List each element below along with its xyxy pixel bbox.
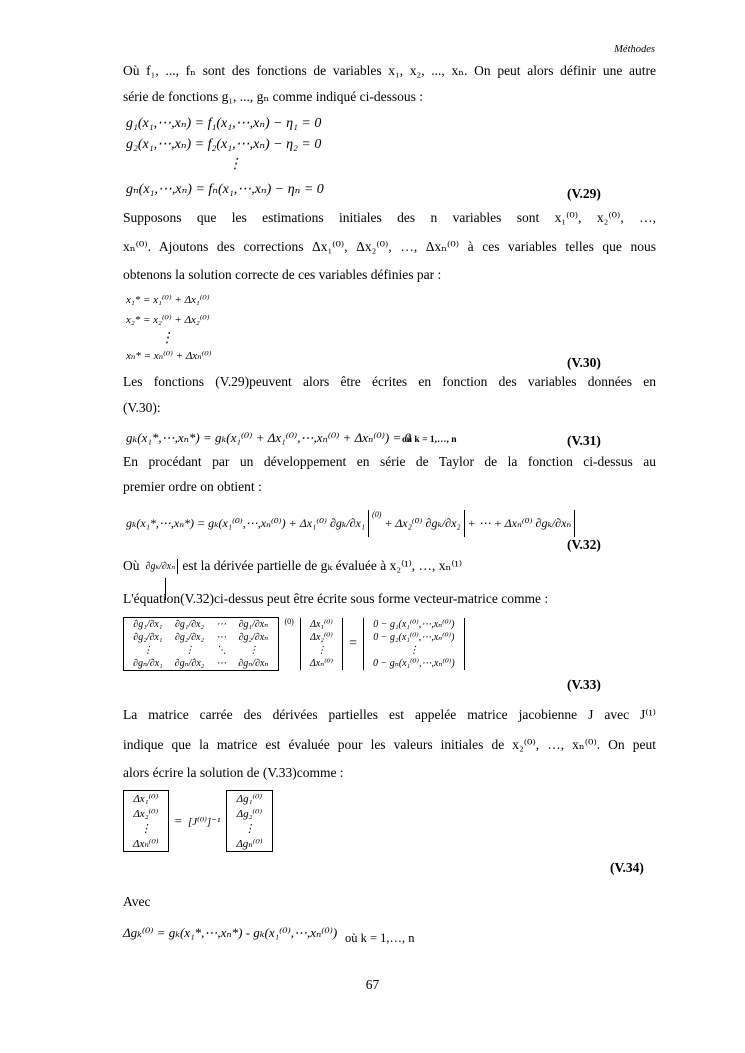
matrix-row: [127, 657, 275, 670]
matrix-row: [367, 631, 461, 644]
rhs-vector: [363, 618, 465, 670]
equation-condition: où k = 1,…, n: [402, 435, 457, 445]
delta-g-vector: [226, 790, 272, 852]
paragraph-line: Supposons que les estimations initiales des n variables sont x₁⁽⁰⁾, x₂⁽⁰⁾, …,: [123, 210, 656, 225]
paragraph-line: [123, 558, 462, 574]
jacobian-cell: ∂g₁/∂x₁: [133, 619, 163, 630]
vector-cell: ⋮: [140, 823, 152, 835]
delta-x-vector: [300, 618, 343, 670]
equation-row: g₂(x₁,⋯,xₙ) = f₂(x₁,⋯,xₙ) − η₂ = 0: [126, 137, 322, 152]
jacobian-cell: ∂g₂/∂xₙ: [238, 632, 269, 643]
evaluation-sup: (0): [372, 510, 382, 519]
equation-row: g₁(x₁,⋯,xₙ) = f₁(x₁,⋯,xₙ) − η₁ = 0: [126, 116, 322, 131]
paragraph-line: (V.30):: [123, 400, 161, 415]
vector-cell: Δx₁⁽⁰⁾: [310, 619, 333, 630]
matrix-equation: ∂g₁/∂x₁ ∂g₁/∂x₂ ⋯ ∂g₁/∂xₙ ∂g₂/∂x₁ ∂g₂/∂x₂ ⋯ ∂g₂/∂xₙ ⋮ ⋮ ⋱ ⋮ ∂gₙ/∂x₁ ∂gₙ/∂x₂ ⋯ ∂gₙ/∂xₙ (0) Δx₁⁽⁰⁾ Δx₂⁽⁰⁾ ⋮ Δxₙ⁽⁰⁾ = 0 − g₁(x₁⁽⁰⁾,⋯,xₙ⁽⁰⁾) 0 − g₂(x₁⁽⁰⁾,⋯,xₙ⁽⁰⁾) ⋮ 0 − gₙ(x₁⁽⁰⁾,⋯,xₙ⁽⁰⁾): [123, 617, 465, 671]
equation-label: (V.30): [567, 355, 601, 370]
equation-label: (V.29): [567, 186, 601, 201]
partial-fraction: ∂gₖ/∂xₙ: [536, 510, 576, 537]
running-header: Méthodes: [614, 44, 655, 55]
paragraph-line: L'équation(V.32)ci-dessus peut être écrite sous forme vecteur-matrice comme :: [123, 591, 549, 606]
matrix-row: [127, 836, 165, 851]
matrix-row: [127, 618, 275, 631]
page-number: 67: [365, 977, 380, 992]
paragraph-line: série de fonctions g₁, ..., gₙ comme indiqué ci-dessous :: [123, 89, 423, 104]
vector-cell: 0 − gₙ(x₁⁽⁰⁾,⋯,xₙ⁽⁰⁾): [373, 658, 455, 669]
matrix-row: [304, 618, 339, 631]
vector-cell: 0 − g₁(x₁⁽⁰⁾,⋯,xₙ⁽⁰⁾): [373, 619, 455, 630]
matrix-row: [367, 618, 461, 631]
matrix-row: [304, 657, 339, 670]
jacobian-cell: ∂gₙ/∂x₁: [133, 658, 163, 669]
equation-row: gₙ(x₁,⋯,xₙ) = fₙ(x₁,⋯,xₙ) − ηₙ = 0: [126, 182, 324, 197]
equation-label: (V.32): [567, 537, 601, 552]
jacobian-cell: ⋱: [216, 645, 227, 656]
partial-fraction: ∂gₖ/∂x₁: [330, 510, 369, 537]
paragraph-line: obtenons la solution correcte de ces variables définies par :: [123, 267, 442, 282]
paragraph-line: Où f₁, ..., fₙ sont des fonctions de variables x₁, x₂, ..., xₙ. On peut alors définir une autre: [123, 63, 656, 78]
vector-cell: Δg₁⁽⁰⁾: [236, 793, 263, 805]
vector-cell: Δx₁⁽⁰⁾: [133, 793, 159, 805]
equation-taylor: [126, 510, 575, 537]
jacobian-cell: ⋮: [142, 645, 153, 656]
paragraph-line: Les fonctions (V.29)peuvent alors être écrites en fonction des variables données en: [123, 374, 656, 389]
jacobian-matrix: [123, 617, 279, 671]
paragraph-line: alors écrire la solution de (V.33)comme :: [123, 765, 344, 780]
equation-label: (V.34): [610, 860, 644, 875]
matrix-row: [367, 644, 461, 657]
vertical-ellipsis: ⋮: [160, 331, 174, 346]
vector-cell: Δxₙ⁽⁰⁾: [309, 658, 334, 669]
matrix-row: [230, 791, 268, 806]
partial-fraction: ∂gₖ/∂xₙ: [144, 559, 179, 574]
jacobian-cell: ∂gₙ/∂x₂: [174, 658, 205, 669]
equation-row: xₙ* = xₙ⁽⁰⁾ + Δxₙ⁽⁰⁾: [126, 350, 212, 362]
vector-cell: Δx₂⁽⁰⁾: [133, 808, 159, 820]
matrix-row: [230, 821, 268, 836]
vector-cell: 0 − g₂(x₁⁽⁰⁾,⋯,xₙ⁽⁰⁾): [373, 632, 455, 643]
paragraph-line: indique que la matrice est évaluée pour les valeurs initiales de x₂⁽⁰⁾, …, xₙ⁽⁰⁾. On peut: [123, 737, 656, 752]
equation-expression: gₖ(x₁*,⋯,xₙ*) = gₖ(x₁⁽⁰⁾ + Δx₁⁽⁰⁾,⋯,xₙ⁽⁰⁾ + Δxₙ⁽⁰⁾) = 0: [126, 430, 412, 445]
taylor-lhs: gₖ(x₁*,⋯,xₙ*) = gₖ(x₁⁽⁰⁾,⋯,xₙ⁽⁰⁾) + Δx₁⁽⁰⁾: [126, 516, 327, 530]
matrix-row: [230, 806, 268, 821]
equation-row: x₁* = x₁⁽⁰⁾ + Δx₁⁽⁰⁾: [126, 294, 210, 306]
matrix-row: [127, 821, 165, 836]
solution-equation: Δx₁⁽⁰⁾ Δx₂⁽⁰⁾ ⋮ Δxₙ⁽⁰⁾ = [J⁽⁰⁾]⁻¹ Δg₁⁽⁰⁾ Δg₂⁽⁰⁾ ⋮ Δgₙ⁽⁰⁾: [123, 790, 273, 852]
jacobian-cell: ⋮: [248, 645, 259, 656]
paragraph-prefix: Où: [123, 558, 140, 573]
matrix-row: [127, 644, 275, 657]
jacobian-cell: ⋯: [216, 632, 227, 643]
vertical-ellipsis: ⋮: [228, 157, 242, 172]
equation-label: (V.33): [567, 677, 601, 692]
jacobian-cell: ⋯: [216, 658, 227, 669]
equation-row: x₂* = x₂⁽⁰⁾ + Δx₂⁽⁰⁾: [126, 314, 210, 326]
matrix-row: [367, 657, 461, 670]
matrix-row: [230, 836, 268, 851]
equation-expression: Δgₖ⁽⁰⁾ = gₖ(x₁*,⋯,xₙ*) - gₖ(x₁⁽⁰⁾,⋯,xₙ⁽⁰⁾): [123, 925, 338, 940]
jacobian-cell: ∂g₁/∂x₂: [174, 619, 204, 630]
jacobian-cell: ∂gₙ/∂xₙ: [238, 658, 269, 669]
jacobian-cell: ⋮: [184, 645, 195, 656]
paragraph-line: Avec: [123, 894, 151, 909]
vector-cell: ⋮: [243, 823, 255, 835]
paragraph-line: xₙ⁽⁰⁾. Ajoutons des corrections Δx₁⁽⁰⁾, Δx₂⁽⁰⁾, …, Δxₙ⁽⁰⁾ à ces variables telles que nous: [123, 239, 656, 254]
equation-label: (V.31): [567, 433, 601, 448]
vector-cell: Δgₙ⁽⁰⁾: [236, 838, 263, 850]
vector-cell: ⋮: [316, 645, 327, 656]
vector-cell: Δxₙ⁽⁰⁾: [133, 838, 159, 850]
paragraph-line: premier ordre on obtient :: [123, 479, 262, 494]
delta-x-vector: [123, 790, 169, 852]
inverse-jacobian: [J⁽⁰⁾]⁻¹: [187, 815, 221, 828]
matrix-row: [127, 791, 165, 806]
evaluation-sup: (0): [284, 617, 294, 626]
paragraph-text: est la dérivée partielle de gₖ évaluée à x₂⁽¹⁾, …, xₙ⁽¹⁾: [182, 558, 463, 573]
equation-condition: où k = 1,…, n: [345, 931, 415, 945]
taylor-term: + Δx₂⁽⁰⁾: [384, 516, 423, 530]
paragraph-line: En procédant par un développement en série de Taylor de la fonction ci-dessus au: [123, 454, 656, 469]
jacobian-cell: ∂g₁/∂xₙ: [238, 619, 269, 630]
jacobian-cell: ⋯: [216, 619, 227, 630]
matrix-row: [127, 806, 165, 821]
matrix-row: [304, 644, 339, 657]
vector-cell: ⋮: [408, 645, 419, 656]
vector-cell: Δg₂⁽⁰⁾: [236, 808, 263, 820]
paragraph-line: La matrice carrée des dérivées partielles est appelée matrice jacobienne J avec J⁽¹⁾: [123, 707, 656, 722]
matrix-row: [304, 631, 339, 644]
taylor-term: + ⋯ + Δxₙ⁽⁰⁾: [467, 516, 533, 530]
jacobian-cell: ∂g₂/∂x₁: [133, 632, 163, 643]
jacobian-cell: ∂g₂/∂x₂: [174, 632, 204, 643]
vector-cell: Δx₂⁽⁰⁾: [310, 632, 333, 643]
matrix-row: [127, 631, 275, 644]
partial-fraction: ∂gₖ/∂x₂: [426, 510, 465, 537]
